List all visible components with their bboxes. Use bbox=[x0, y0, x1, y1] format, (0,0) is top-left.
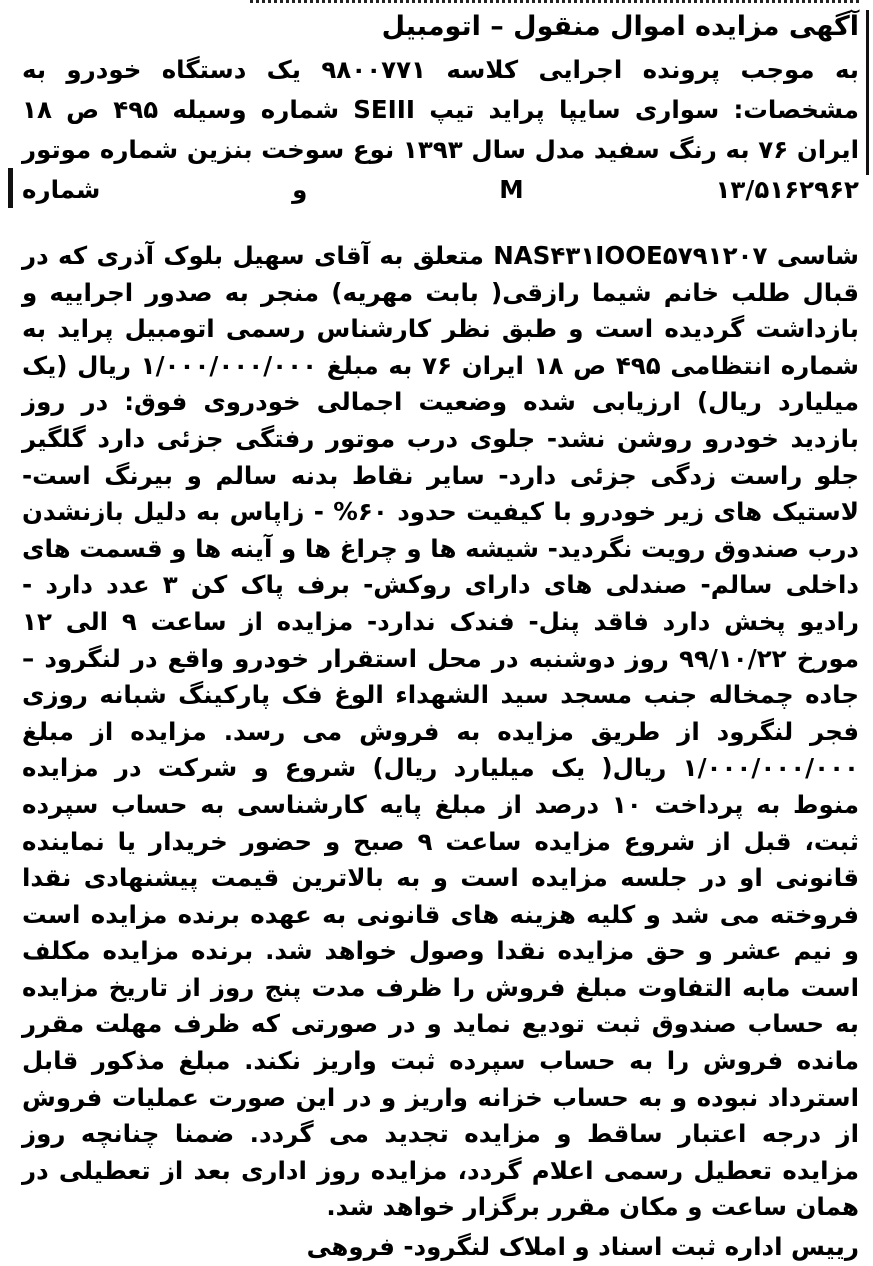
left-margin-mark bbox=[8, 168, 13, 208]
notice-body-paragraph: شاسی NAS۴۳۱IOOE۵۷۹۱۲۰۷ متعلق به آقای سهیل بلوک آذری که در قبال طلب خانم شیما رازقی( بابت مهریه) منجر به صدور اجراییه و بازداشت گردیده است و طبق نظر کارشناس رسمی اتومبیل پراید به شماره انتظامی ۴۹۵ ص ۱۸ ایران ۷۶ به مبلغ ۱/۰۰۰/۰۰۰/۰۰۰ ریال (یک میلیارد ریال) ارزیابی شده وضعیت اجمالی خودروی فوق: در روز بازدید خودرو روشن نشد- جلوی درب موتور رفتگی جزئی دارد گلگیر جلو راست زدگی جزئی دارد- سایر نقاط بدنه سالم و بیرنگ است- لاستیک های زیر خودرو با کیفیت حدود ۶۰% - زاپاس به دلیل بازنشدن درب صندوق رویت نگردید- شیشه ها و چراغ ها و آینه ها و قسمت های داخلی سالم- صندلی های دارای روکش- برف پاک کن ۳ عدد دارد - رادیو پخش دارد فاقد پنل- فندک ندارد- مزایده از ساعت ۹ الی ۱۲ مورخ ۹۹/۱۰/۲۲ روز دوشنبه در محل استقرار خودرو واقع در لنگرود – جاده چمخاله جنب مسجد سید الشهداء الوغ فک پارکینگ شبانه روزی فجر لنگرود از طریق مزایده به فروش می رسد. مزایده از مبلغ ۱/۰۰۰/۰۰۰/۰۰۰ ریال( یک میلیارد ریال) شروع و شرکت در مزایده منوط به پرداخت ۱۰ درصد از مبلغ پایه کارشناسی به حساب سپرده ثبت، قبل از شروع مزایده ساعت ۹ صبح و حضور خریدار یا نماینده قانونی او در جلسه مزایده است و به بالاترین قیمت پیشنهادی نقدا فروخته می شد و کلیه هزینه های قانونی به عهده برنده مزایده است و نیم عشر و حق مزایده نقدا وصول خواهد شد. برنده مزایده مکلف است مابه التفاوت مبلغ فروش را ظرف مدت پنج روز از تاریخ مزایده به حساب صندوق ثبت تودیع نماید و در صورتی که ظرف مهلت مقرر مانده فروش را به حساب سپرده ثبت واریز نکند. مبلغ مذکور قابل استرداد نبوده و به حساب خزانه واریز و در این صورت عملیات فروش از درجه اعتبار ساقط و مزایده تجدید می گردد. ضمنا چنانچه روز مزایده تعطیل رسمی اعلام گردد، مزایده روز اداری بعد از تعطیلی در همان ساعت و مکان مقرر برگزار خواهد شد. bbox=[22, 241, 859, 1222]
notice-signature: رییس اداره ثبت اسناد و املاک لنگرود- فروهی bbox=[306, 1232, 859, 1262]
right-vertical-rule bbox=[866, 10, 869, 175]
notice-header-paragraph: به موجب پرونده اجرایی کلاسه ۹۸۰۰۷۷۱ یک دستگاه خودرو به مشخصات: سواری سایپا پراید تیپ SEIII شماره وسیله ۴۹۵ ص ۱۸ ایران ۷۶ به رنگ سفید مدل سال ۱۳۹۳ نوع سوخت بنزین شماره موتور M ۱۳/۵۱۶۲۹۶۲ و شماره bbox=[22, 55, 860, 204]
notice-title: آگهی مزایده اموال منقول – اتومبیل bbox=[381, 11, 859, 42]
auction-notice bbox=[22, 8, 859, 1266]
